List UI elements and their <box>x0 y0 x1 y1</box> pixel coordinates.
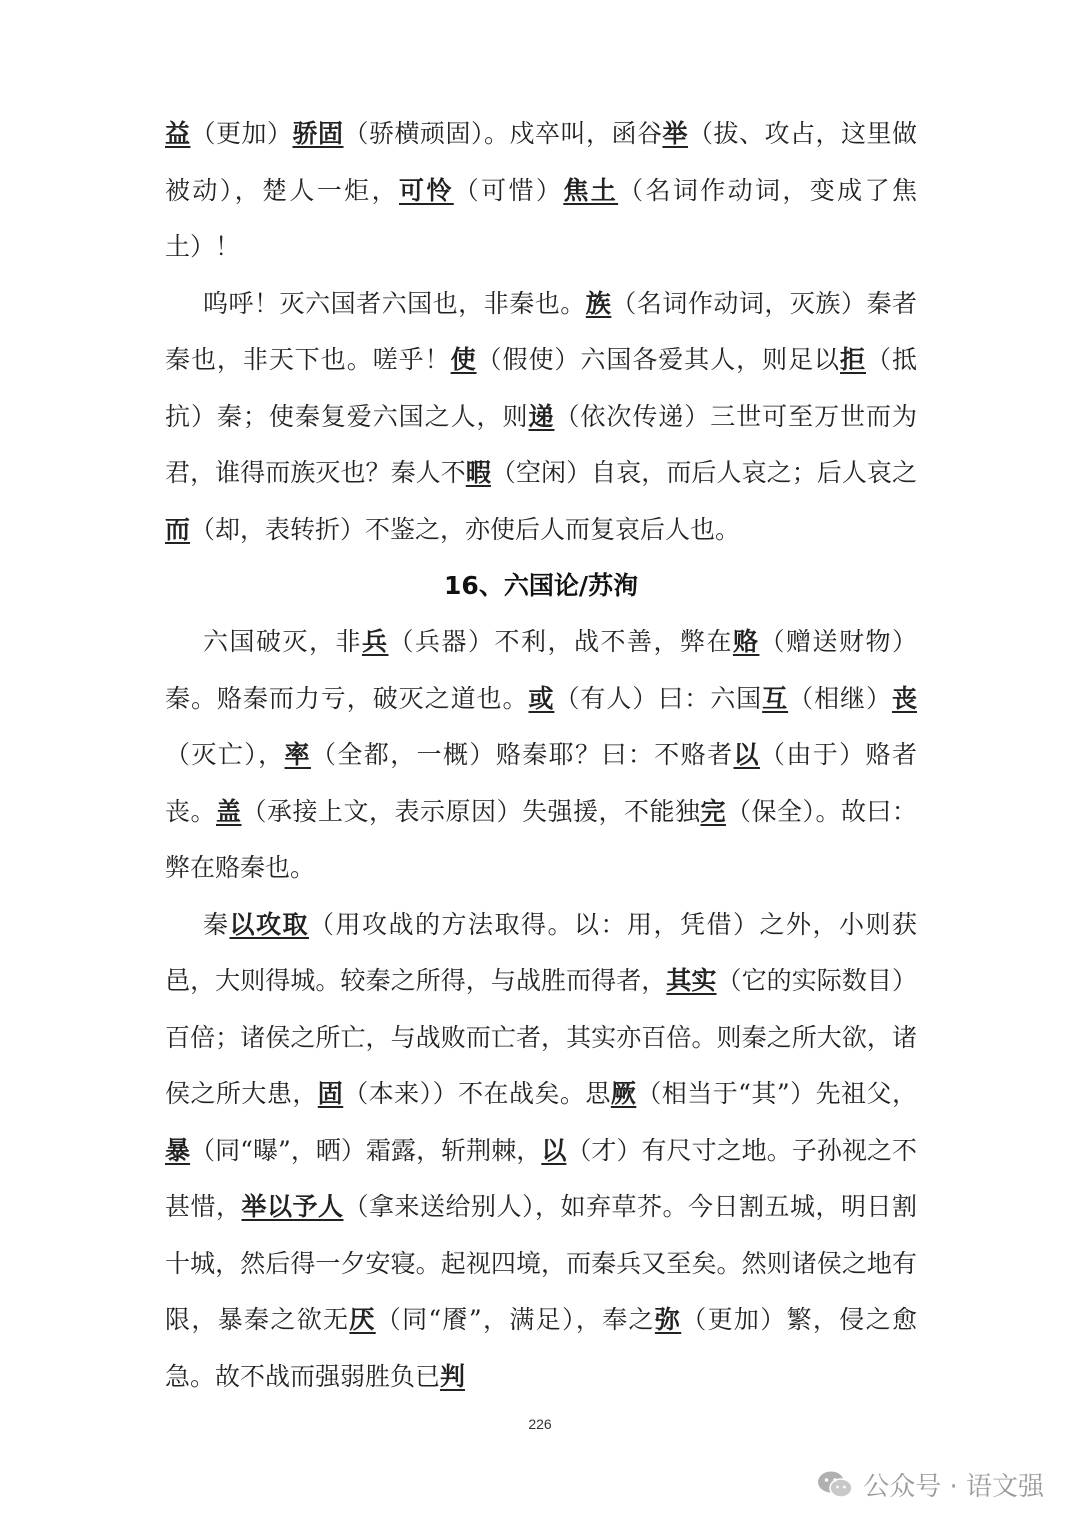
keyword: 盖 <box>216 796 242 826</box>
text-run: （全都，一概）赂秦耶？曰：不赂者 <box>310 740 734 769</box>
paragraph <box>165 106 917 276</box>
text-run: （同“曝”，晒）霜露，斩荆棘， <box>190 1135 542 1165</box>
keyword: 率 <box>284 740 311 769</box>
keyword: 使 <box>450 345 477 374</box>
keyword: 判 <box>440 1361 466 1391</box>
text-run: （空闲）自哀，而后人哀之；后人哀之 <box>490 458 917 487</box>
text-run: （名词作动词，灭族）秦者秦也，非天下也。嗟乎！ <box>165 288 917 374</box>
keyword: 互 <box>762 683 789 713</box>
text-run: （更加）繁，侵之愈急。故不战而强弱胜负已 <box>165 1305 917 1391</box>
keyword: 以攻取 <box>229 909 309 939</box>
text-run: （相继） <box>788 683 892 713</box>
text-run: （却，表转折）不鉴之，亦使后人而复哀后人也。 <box>190 514 741 544</box>
text-run: （名词作动词，变成了焦土）！ <box>165 175 917 261</box>
text-run: 秦 <box>203 909 230 939</box>
text-run: （拔、攻占，这里做被动），楚人一炬， <box>165 119 917 205</box>
keyword: 递 <box>528 401 555 431</box>
text-run: （用攻战的方法取得。以：用，凭借）之外，小则获邑，大则得城。较秦之所得，与战胜而得者， <box>165 909 917 995</box>
keyword: 暇 <box>465 458 491 487</box>
keyword: 暴 <box>165 1135 191 1165</box>
text-run: （拿来送给别人），如弃草芥。今日割五城，明日割十城，然后得一夕安寝。起视四境，而秦兵又至矣。然则诸侯之地有限，暴秦之欲无 <box>165 1192 917 1334</box>
keyword: 骄固 <box>292 119 344 148</box>
keyword: 焦土 <box>563 175 619 205</box>
text-run: （有人）曰：六国 <box>554 683 763 713</box>
keyword: 丧 <box>891 683 917 713</box>
text-run: （才）有尺寸之地。子孙视之不甚惜， <box>165 1135 917 1221</box>
watermark <box>817 1466 1044 1503</box>
keyword: 以 <box>733 740 760 769</box>
keyword: 弥 <box>654 1305 682 1334</box>
keyword: 完 <box>700 796 726 826</box>
keyword: 拒 <box>840 345 866 374</box>
keyword: 厥 <box>610 1079 637 1108</box>
text-run: （骄横顽固）。戍卒叫，函谷 <box>343 119 663 148</box>
text-run: （假使）六国各爱其人，则足以 <box>476 345 841 374</box>
text-run: （它的实际数目）百倍；诸侯之所亡，与战败而亡者，其实亦百倍。则秦之所大欲，诸侯之所大患， <box>165 966 917 1108</box>
keyword: 举 <box>662 119 688 148</box>
paragraph <box>165 276 917 559</box>
keyword: 举以予人 <box>241 1192 344 1221</box>
text-run: （可惜） <box>453 175 564 205</box>
keyword: 固 <box>317 1079 344 1108</box>
keyword: 以 <box>541 1135 567 1165</box>
keyword: 而 <box>165 514 191 544</box>
paragraph <box>165 897 917 1406</box>
text-run: （同“餍”，满足），奉之 <box>375 1305 655 1334</box>
text-run: （抵抗）秦；使秦复爱六国之人，则 <box>165 345 917 431</box>
text-run: （兵器）不利，战不善，弊在 <box>388 627 733 656</box>
page-number: 226 <box>528 1416 552 1432</box>
text-run: （依次传递）三世可至万世而为君，谁得而族灭也？秦人不 <box>165 401 917 487</box>
keyword: 可怜 <box>398 175 454 205</box>
document-body <box>165 106 917 1405</box>
text-run: （由于）赂者丧。 <box>165 740 917 826</box>
paragraph <box>165 614 917 897</box>
section-title: 16、六国论/苏洵 <box>444 571 638 600</box>
text-run: 六国破灭，非 <box>203 627 362 656</box>
text-run: （保全）。故曰：弊在赂秦也。 <box>165 796 917 882</box>
text-run: （更加） <box>190 119 293 148</box>
text-run: （相当于“其”）先祖父， <box>636 1079 917 1108</box>
wechat-icon <box>817 1470 853 1500</box>
keyword: 赂 <box>732 627 760 656</box>
text-run: （本来））不在战矣。思 <box>343 1079 611 1108</box>
keyword: 兵 <box>361 627 389 656</box>
keyword: 族 <box>585 288 612 318</box>
keyword: 其实 <box>666 966 717 995</box>
keyword: 厌 <box>349 1305 376 1334</box>
text-run: （承接上文，表示原因）失强援，不能独 <box>241 796 701 826</box>
text-run: （灭亡）， <box>165 740 285 769</box>
text-run: 呜呼！灭六国者六国也，非秦也。 <box>203 288 586 318</box>
keyword: 益 <box>165 119 191 148</box>
watermark-text: 公众号 · 语文强 <box>863 1472 1044 1502</box>
keyword: 或 <box>528 683 555 713</box>
text-run: （赠送财物）秦。赂秦而力亏，破灭之道也。 <box>165 627 917 713</box>
